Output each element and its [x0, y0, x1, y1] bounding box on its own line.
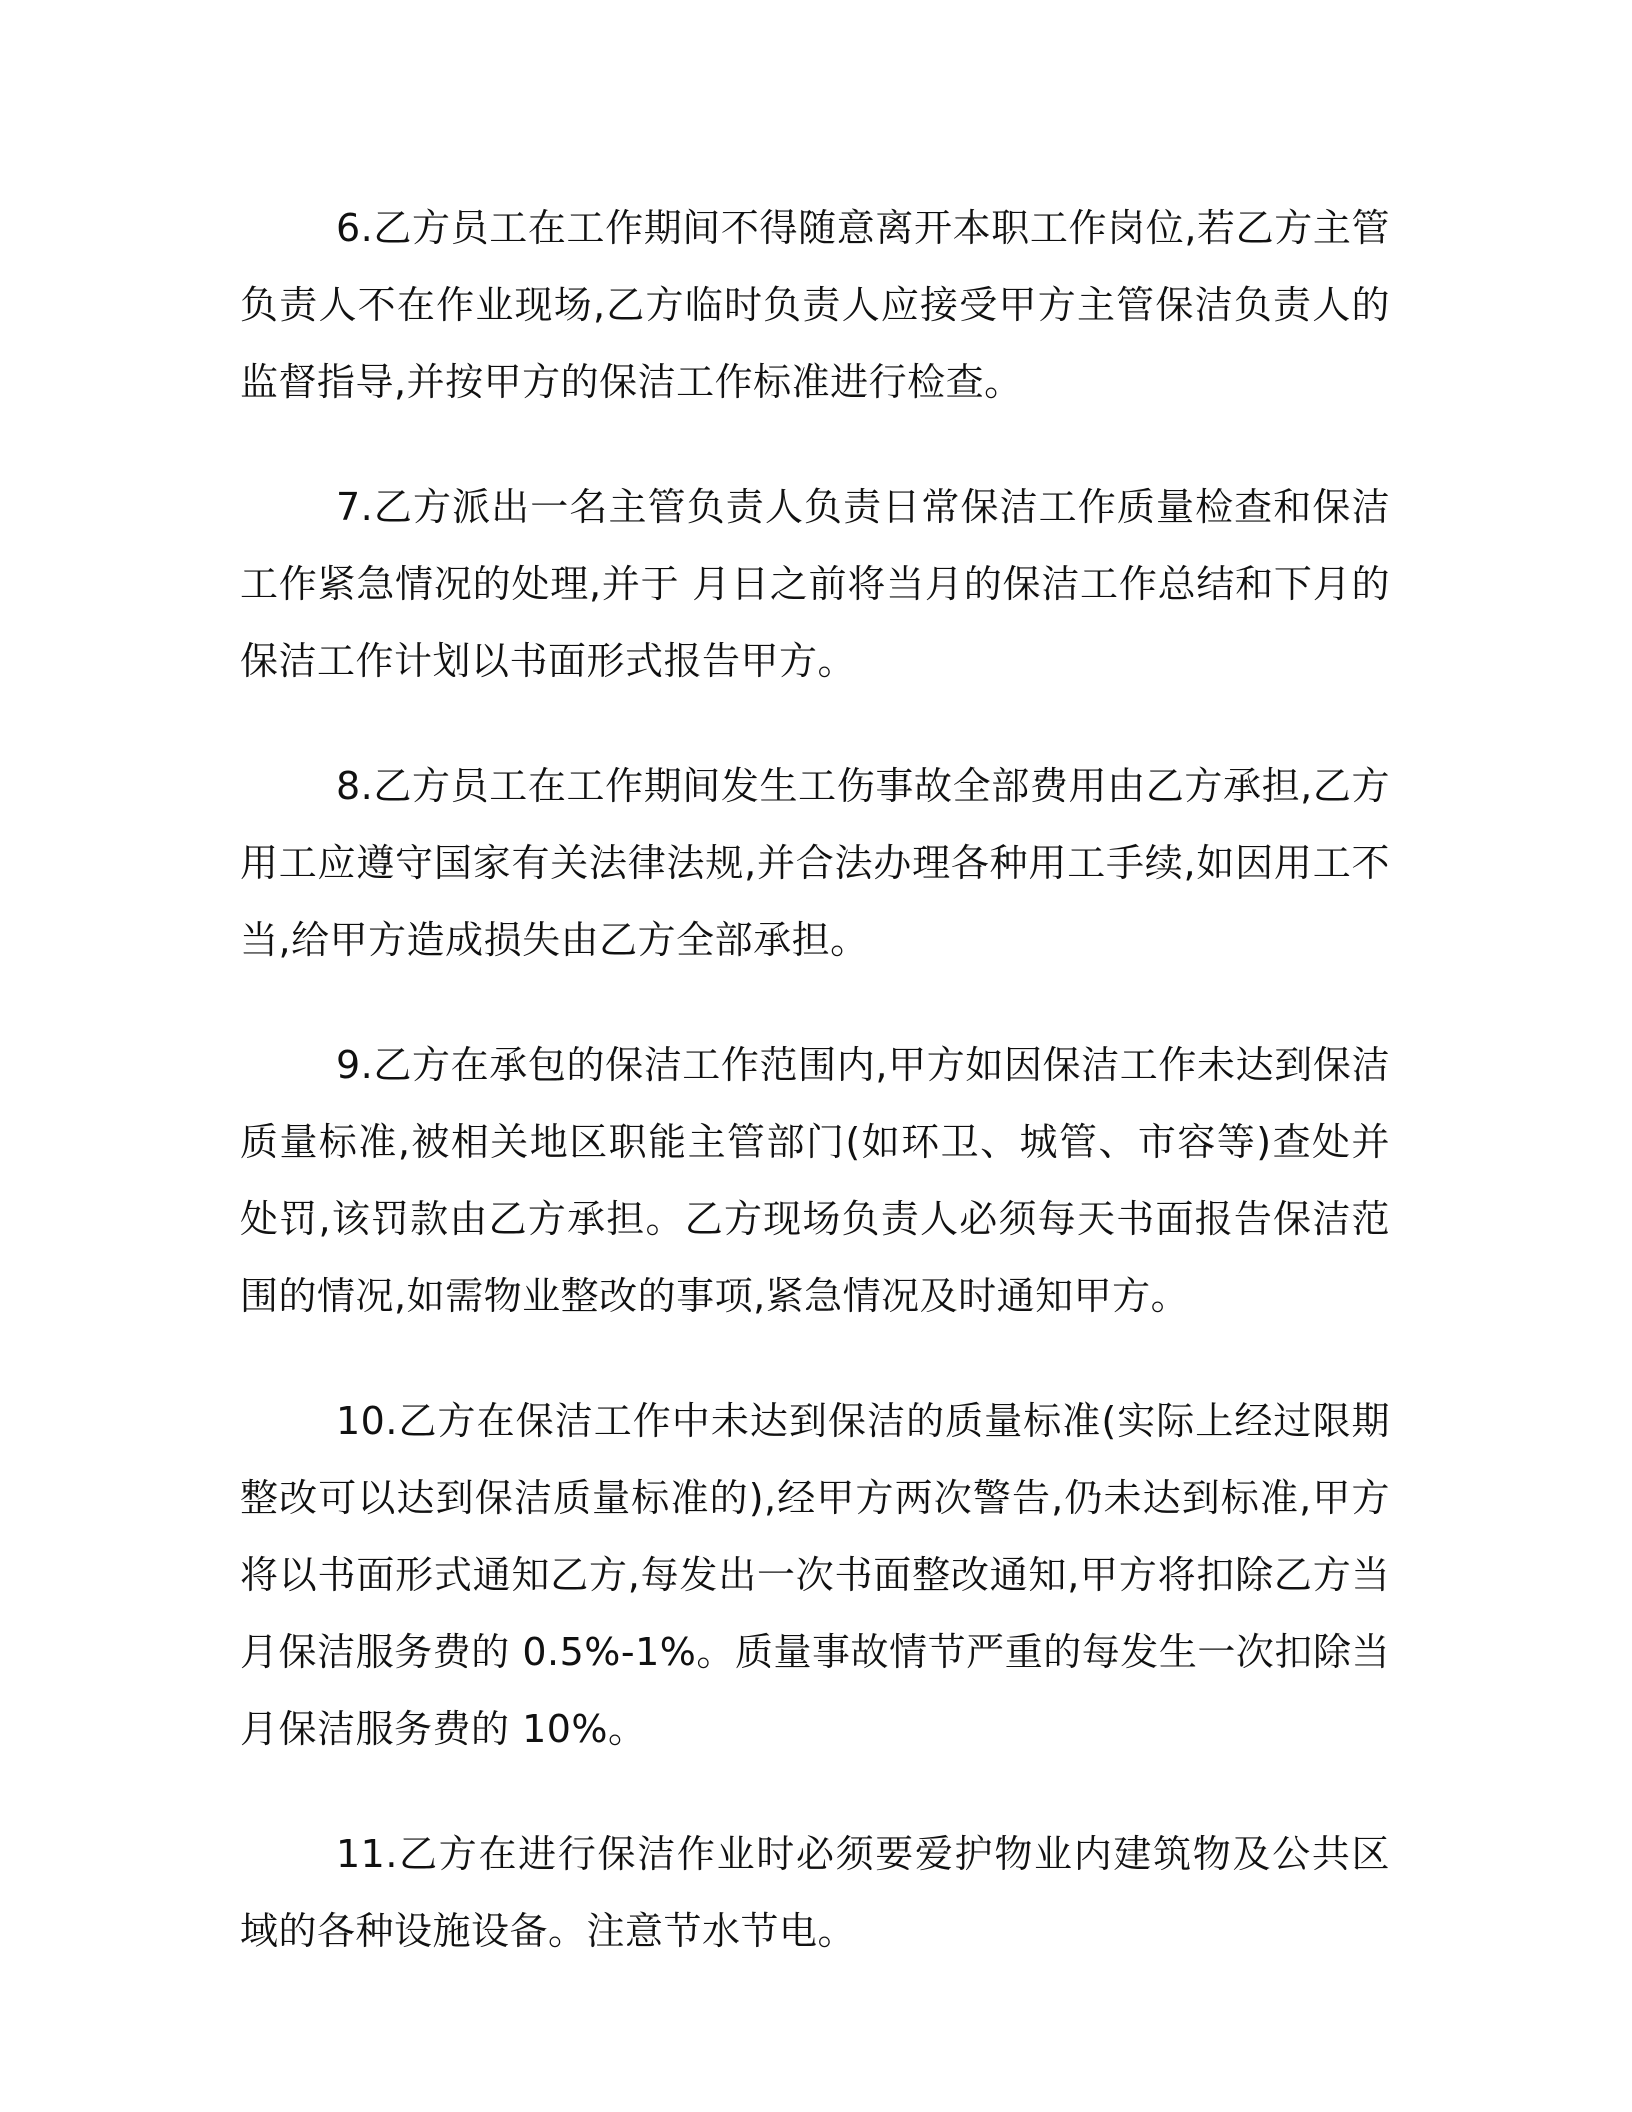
paragraph-clause-7: 7.乙方派出一名主管负责人负责日常保洁工作质量检查和保洁工作紧急情况的处理,并于 月日之前将当月的保洁工作总结和下月的保洁工作计划以书面形式报告甲方。 [240, 485, 1390, 683]
paragraph-clause-8: 8.乙方员工在工作期间发生工伤事故全部费用由乙方承担,乙方用工应遵守国家有关法律法规,并合法办理各种用工手续,如因用工不当,给甲方造成损失由乙方全部承担。 [240, 764, 1390, 962]
paragraph-clause-6: 6.乙方员工在工作期间不得随意离开本职工作岗位,若乙方主管负责人不在作业现场,乙方临时负责人应接受甲方主管保洁负责人的监督指导,并按甲方的保洁工作标准进行检查。 [240, 206, 1390, 404]
paragraph-clause-9: 9.乙方在承包的保洁工作范围内,甲方如因保洁工作未达到保洁质量标准,被相关地区职能主管部门(如环卫、城管、市容等)查处并处罚,该罚款由乙方承担。乙方现场负责人必须每天书面报告保洁范围的情况,如需物业整改的事项,紧急情况及时通知甲方。 [240, 1043, 1390, 1318]
paragraph-clause-11: 11.乙方在进行保洁作业时必须要爱护物业内建筑物及公共区域的各种设施设备。注意节水节电。 [240, 1832, 1390, 1953]
paragraph-clause-10: 10.乙方在保洁工作中未达到保洁的质量标准(实际上经过限期整改可以达到保洁质量标准的),经甲方两次警告,仍未达到标准,甲方将以书面形式通知乙方,每发出一次书面整改通知,甲方将扣除乙方当月保洁服务费的 0.5%-1%。质量事故情节严重的每发生一次扣除当月保洁服务费的 10%。 [240, 1399, 1390, 1751]
document-body [240, 190, 1390, 2018]
